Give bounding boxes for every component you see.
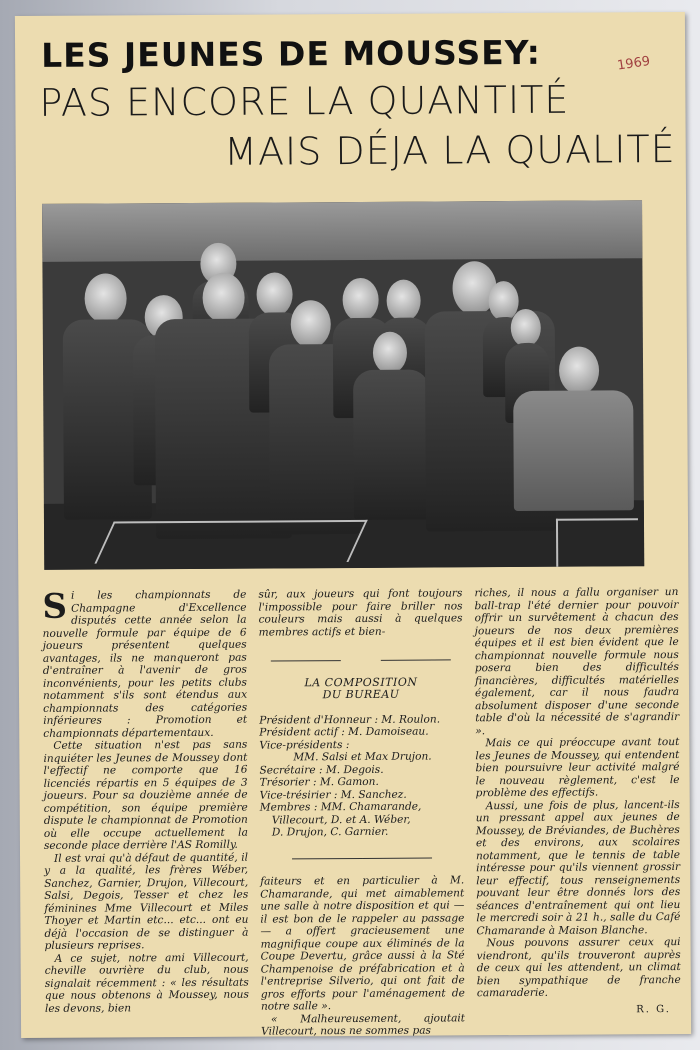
author-signature: R. G. <box>636 1003 671 1015</box>
photo-wall <box>42 200 642 262</box>
article-column-2 <box>258 587 465 1038</box>
bureau-line: Vice-présidents : <box>259 738 350 752</box>
bureau-line: Villecourt, D. et A. Wéber, <box>271 813 411 827</box>
article-column-1 <box>42 586 249 1015</box>
paragraph-text: i les championnats de Champagne d'Excellence disputés cette année selon la nouvelle formule par équipe de 6 joueurs présentent quelques avantages, ils ne manqueront pas d'entraîner à l'avenir de gros inconvénients, pour les petits clubs notamment s'ils sont étendus aux championnats des catégories inférieures : Promotion et championnats départementaux. <box>42 588 248 740</box>
article-body <box>42 586 681 1038</box>
ping-pong-table <box>556 518 638 568</box>
divider <box>259 653 463 667</box>
bureau-line: Président actif : M. Damoiseau. <box>259 725 429 739</box>
bureau-list <box>259 713 464 839</box>
headline-colon: : <box>526 32 542 72</box>
bureau-heading-line2: DU BUREAU <box>322 687 400 702</box>
bureau-line: Vice-trésirier : M. Sanchez. <box>259 788 407 802</box>
bureau-line: Président d'Honneur : M. Roulon. <box>259 712 441 727</box>
group-photo <box>42 200 644 570</box>
paragraph: Aussi, une fois de plus, lancent-ils un pressant appel aux jeunes de Moussey, de Bréviandes, de Buchères et des environs, aux scolaires notamment, que le tennis de table intéresse pour qu'ils viennent grossir leur effectif, tous renseignements pouvant leur être donnés lors des séances d'entraînement qui ont lieu le mercredi soir à 21 h., salle du Café Chamarande à Maison Blanche. <box>475 798 681 937</box>
article-column-3 <box>474 586 681 1000</box>
newspaper-clipping <box>15 12 691 1038</box>
headline-sub <box>39 74 676 178</box>
paragraph: sûr, aux joueurs qui font toujours l'impossible pour faire briller nos couleurs mais aussi à quelques membres actifs et bien- <box>258 587 463 639</box>
headline-main <box>41 33 541 75</box>
ping-pong-table <box>94 520 367 564</box>
headline-line1: LES JEUNES DE MOUSSEY <box>41 32 527 75</box>
headline-line2b: MAIS DÉJA LA QUALITÉ <box>224 127 676 174</box>
bureau-line: Secrétaire : M. Degois. <box>259 763 384 777</box>
divider <box>260 852 464 866</box>
paragraph: Mais ce qui préoccupe avant tout les Jeunes de Moussey, qui entendent bien poursuivre leur activité malgré le nouveau règlement, c'est le problème des effectifs. <box>475 736 680 800</box>
dropcap: S <box>42 586 68 627</box>
paragraph: A ce sujet, notre ami Villecourt, cheville ouvrière du club, nous signalait récemment : « les résultats que nous obtenons à Moussey, nous les devons, bien <box>44 951 249 1015</box>
bureau-heading <box>259 676 463 702</box>
paragraph: « Malheureusement, ajoutait Villecourt, nous ne sommes pas <box>261 1011 466 1038</box>
bureau-line: Trésorier : M. Gamon. <box>259 775 379 789</box>
paragraph: Nous pouvons assurer ceux qui viendront, qu'ils trouveront auprès de ceux qui les attendent, un climat bien sympathique de franche camaraderie. <box>476 936 681 1000</box>
paragraph: Il est vrai qu'à défaut de quantité, il y a la qualité, les frères Wéber, Sanchez, Garnier, Drujon, Villecourt, Salsi, Degois, Tesser et chez les féminines Mme Villecourt et Miles Thoyer et Martin etc... etc... ont eu déjà l'occasion de se distinguer à plusieurs reprises. <box>44 851 249 952</box>
paragraph: faiteurs et en particulier à M. Chamarande, qui met aimablement une salle à notre disposition et qui — il est bon de le rappeler au passage — a offert gracieusement une magnifique coupe aux éliminés de la Coupe Devertu, grâce aussi à la Sté Champenoise de préfabrication et à l'entreprise Silverio, qui ont fait de gros efforts pour l'aménagement de notre salle ». <box>260 874 465 1013</box>
paragraph <box>42 586 248 740</box>
paragraph: Cette situation n'est pas sans inquiéter les Jeunes de Moussey dont l'effectif ne comporte que 16 licenciés répartis en 5 équipes de 3 joueurs. Pour sa douzième année de compétition, son équipe première dispute le championnat de Promotion où elle occupe actuellement la seconde place derrière l'AS Romilly. <box>43 738 248 852</box>
bureau-heading-line1: LA COMPOSITION <box>304 675 418 689</box>
bureau-line: MM. Salsi et Max Drujon. <box>293 750 432 764</box>
paragraph: riches, il nous a fallu organiser un ball-trap l'été dernier pour pouvoir offrir un survêtement à chacun des joueurs de nos deux premières équipes et il est bien évident que le championnat nouvelle formule nous posera bien des difficultés financières, difficultés matérielles également, car il nous faudra absolument disposer d'une seconde table d'où la nécessité de s'agrandir ». <box>474 586 680 737</box>
handwritten-year: 1969 <box>616 53 652 74</box>
headline-line2a: PAS ENCORE LA QUANTITÉ <box>39 77 570 125</box>
bureau-line: D. Drujon, C. Garnier. <box>271 825 389 839</box>
bureau-line: Membres : MM. Chamarande, <box>259 800 422 814</box>
